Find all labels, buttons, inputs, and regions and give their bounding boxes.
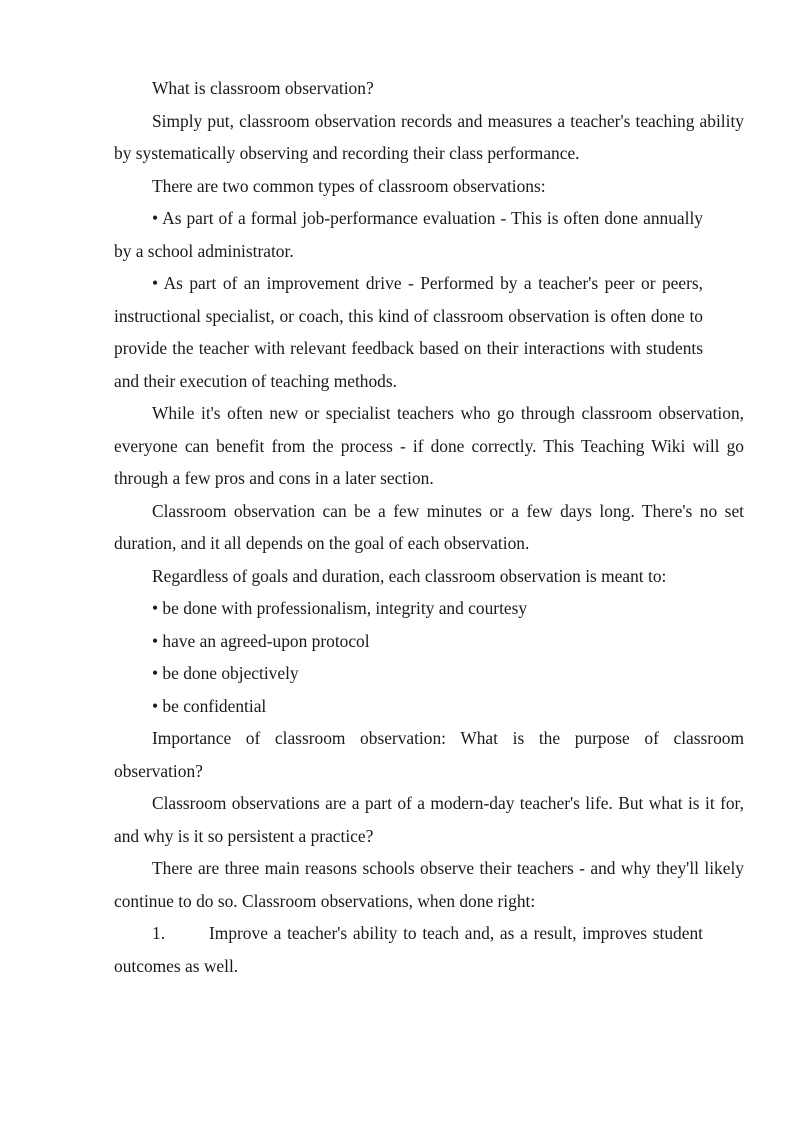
paragraph-definition: Simply put, classroom observation records and measures a teacher's teaching ability by systematically observing and recording their class performance. xyxy=(114,110,744,163)
bullet-formal-evaluation: • As part of a formal job-performance evaluation - This is often done annually by a school administrator. xyxy=(114,208,703,261)
heading-what-is-classroom-observation: What is classroom observation? xyxy=(152,78,374,98)
heading-importance: Importance of classroom observation: What is the purpose of classroom observation? xyxy=(114,728,744,781)
paragraph-meant-to-intro: Regardless of goals and duration, each classroom observation is meant to: xyxy=(152,565,667,586)
document-page xyxy=(114,72,744,982)
list-item-protocol: • have an agreed-upon protocol xyxy=(152,630,370,651)
numbered-item-text: Improve a teacher's ability to teach and, as a result, improves student outcomes as well. xyxy=(114,923,703,976)
list-item-objectively: • be done objectively xyxy=(152,663,299,683)
paragraph-modern-day: Classroom observations are a part of a modern-day teacher's life. But what is it for, and why is it so persistent a practice? xyxy=(114,793,744,846)
list-item-professionalism: • be done with professionalism, integrity and courtesy xyxy=(152,598,528,618)
paragraph-duration: Classroom observation can be a few minutes or a few days long. There's no set duration, and it all depends on the goal of each observation. xyxy=(114,500,744,553)
paragraph-who-benefits: While it's often new or specialist teachers who go through classroom observation, everyone can benefit from the process - if done correctly. This Teaching Wiki will go through a few pros and cons in a later section. xyxy=(114,403,744,488)
paragraph-three-reasons: There are three main reasons schools observe their teachers - and why they'll likely continue to do so. Classroom observations, when done right: xyxy=(114,858,744,911)
bullet-improvement-drive: • As part of an improvement drive - Performed by a teacher's peer or peers, instructional specialist, or coach, this kind of classroom observation is often done to provide the teacher with relevant feedback based on their interactions with students and their execution of teaching methods. xyxy=(114,273,703,391)
paragraph-two-types-intro: There are two common types of classroom observations: xyxy=(152,175,546,196)
numbered-item-1 xyxy=(114,917,703,982)
numbered-item-label: 1. xyxy=(152,923,166,943)
list-item-confidential: • be confidential xyxy=(152,695,267,716)
